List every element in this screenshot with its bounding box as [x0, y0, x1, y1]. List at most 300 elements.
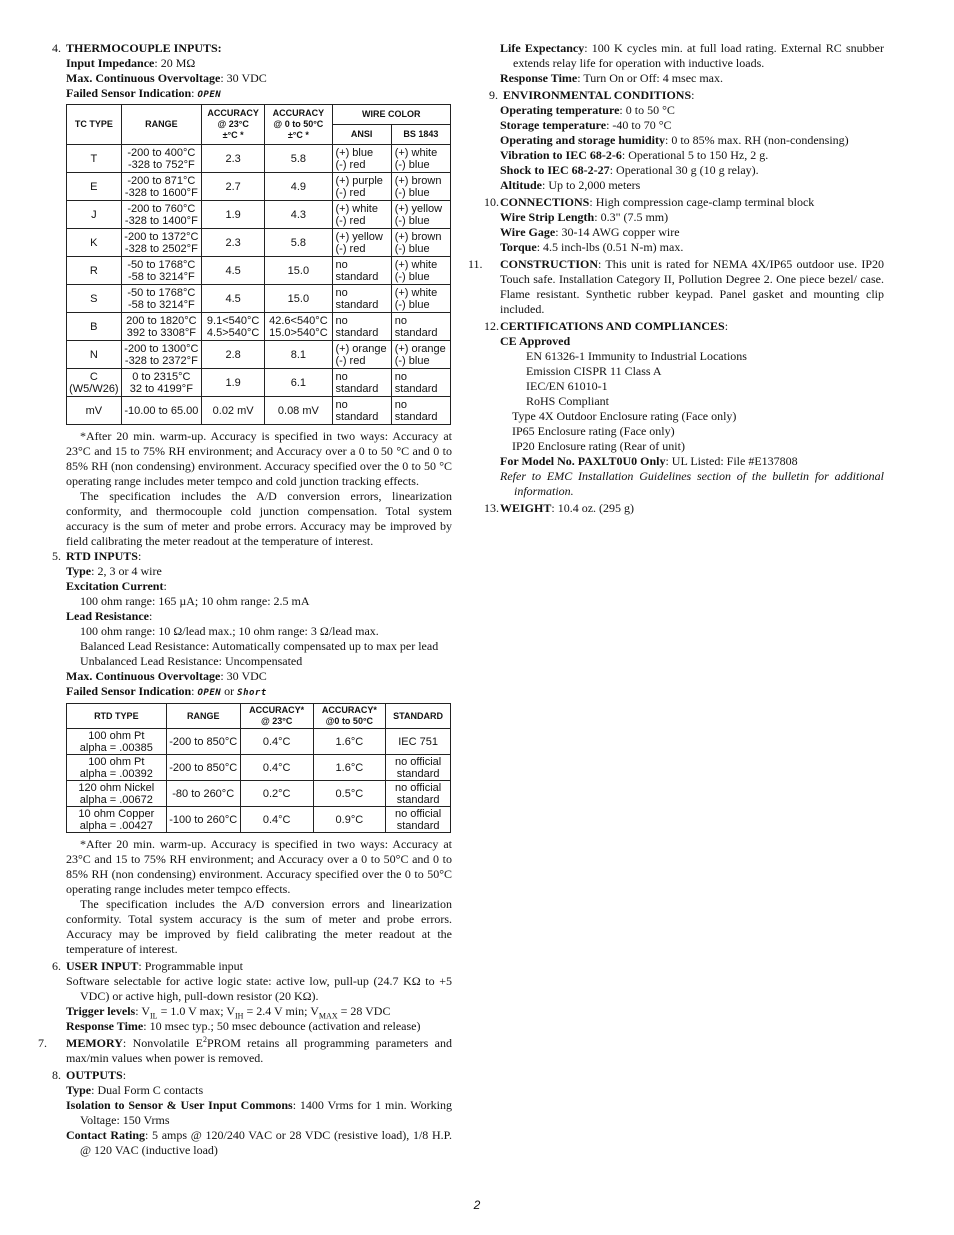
- cell-text: -200 to 871°C: [127, 174, 196, 187]
- cell-text: standard: [396, 819, 440, 832]
- outputs-continued: [486, 41, 884, 86]
- table-cell: [240, 781, 313, 807]
- list-item: RoHS Compliant: [526, 394, 610, 408]
- table-cell: [265, 173, 332, 201]
- cell-text: -200 to 1372°C: [124, 230, 199, 243]
- spec-label: Input Impedance: [66, 56, 155, 70]
- cell-text: (+) purple: [335, 174, 383, 187]
- thermocouple-table: [66, 104, 451, 425]
- cell-text: alpha = .00392: [79, 767, 153, 780]
- col-header: WIRE COLOR: [332, 105, 451, 125]
- table-row: [67, 313, 451, 341]
- spec-value: PROM retains all programming parameters and max/min values when power is removed.: [66, 1036, 452, 1065]
- table-cell: [386, 729, 451, 755]
- table-cell: [265, 369, 332, 397]
- cell-text: (-) blue: [394, 158, 430, 171]
- table-cell: [332, 397, 391, 425]
- header-line: @ 23°C: [260, 716, 293, 726]
- cell-text: 9.1<540°C: [206, 314, 260, 327]
- cell-text: B: [90, 320, 98, 333]
- spec-value: : -40 to 70 °C: [606, 118, 672, 132]
- accuracy-note: *After 20 min. warm-up. Accuracy is specified in two ways: Accuracy at 23°C and 15 to 75% RH environment; and Accuracy over a 0 to 50 °C and 0 to 85% RH (non condensing) environment. Accuracy specified over the 0 to 50 °C operating range includes meter tempco and cold junction tracking effects.: [66, 429, 452, 488]
- cell-text: -200 to 850°C: [169, 761, 238, 774]
- col-header: RANGE: [166, 704, 240, 729]
- spec-value: : 0.3" (7.5 mm): [594, 210, 669, 224]
- cell-text: -100 to 260°C: [169, 813, 238, 826]
- spec-label: Storage temperature: [500, 118, 607, 132]
- cell-text: -58 to 3214°F: [127, 298, 195, 311]
- spec-label: Type: [66, 564, 92, 578]
- table-cell: [265, 145, 332, 173]
- cell-text: -58 to 3214°F: [127, 270, 195, 283]
- section-outputs: 8. OUTPUTS: Type: Dual Form C contacts Isolation to Sensor & User Input Commons: 1400 Vrms for 1 min. Working Voltage: 150 Vrms Contact Rating: 5 amps @ 120/240 VAC or 28 VDC (resistive load), 1/8 H.P. @ 120 VAC (inductive load): [52, 1068, 452, 1157]
- section-weight: [486, 501, 884, 516]
- spec-value: : Up to 2,000 meters: [542, 178, 641, 192]
- spec-value: : V: [135, 1004, 150, 1018]
- cell-text: 200 to 1820°C: [126, 314, 197, 327]
- table-cell: [67, 313, 122, 341]
- cell-text: 0.4°C: [262, 761, 291, 774]
- rtd-table: [66, 703, 451, 833]
- list-item: Type 4X Outdoor Enclosure rating (Face only): [512, 409, 737, 423]
- cell-text: (+) blue: [335, 146, 374, 159]
- table-cell: [332, 173, 391, 201]
- spec-value: : UL Listed: File #E137808: [665, 454, 798, 468]
- section-number: 12.: [484, 319, 499, 333]
- cell-text: 15.0>540°C: [269, 326, 328, 339]
- table-cell: [332, 369, 391, 397]
- cell-text: standard: [335, 382, 379, 395]
- table-row: [67, 285, 451, 313]
- table-cell: [67, 285, 122, 313]
- cell-text: 2.7: [225, 180, 241, 193]
- subscript: IH: [235, 1011, 244, 1021]
- cell-text: R: [89, 264, 98, 277]
- table-cell: [121, 229, 201, 257]
- table-cell: [121, 145, 201, 173]
- table-row: [67, 201, 451, 229]
- cell-text: -328 to 1600°F: [124, 186, 198, 199]
- spec-label: Life Expectancy: [500, 41, 585, 55]
- section-title: CONNECTIONS: [500, 195, 590, 209]
- cell-text: (+) yellow: [394, 202, 443, 215]
- spec-label: CE Approved: [500, 334, 571, 348]
- cell-text: (-) blue: [394, 270, 430, 283]
- section-number: 10.: [484, 195, 499, 209]
- table-cell: [166, 729, 240, 755]
- spec-value: 100 ohm range: 165 µA; 10 ohm range: 2.5 mA: [80, 594, 310, 608]
- section-number: 13.: [484, 501, 499, 515]
- left-column: [38, 41, 452, 1158]
- spec-label: Shock to IEC 68-2-27: [500, 163, 610, 177]
- cell-text: alpha = .00385: [79, 741, 153, 754]
- cell-text: -50 to 1768°C: [127, 258, 196, 271]
- table-cell: [67, 729, 167, 755]
- table-row: [67, 229, 451, 257]
- table-cell: [67, 229, 122, 257]
- spec-value: : 2, 3 or 4 wire: [91, 564, 162, 578]
- cell-text: 42.6<540°C: [269, 314, 328, 327]
- table-cell: [332, 341, 391, 369]
- cell-text: 32 to 4199°F: [129, 382, 193, 395]
- spec-value: : Programmable input: [138, 959, 244, 973]
- section-number: 6.: [52, 959, 61, 973]
- table-cell: [166, 781, 240, 807]
- table-cell: [67, 201, 122, 229]
- table-row: [67, 729, 451, 755]
- cell-text: mV: [85, 404, 103, 417]
- header-line: ±°C *: [222, 130, 244, 140]
- table-cell: [67, 807, 167, 833]
- table-cell: [67, 173, 122, 201]
- spec-value: : 30 VDC: [220, 669, 267, 683]
- cell-text: alpha = .00672: [79, 793, 153, 806]
- cell-text: 0.4°C: [262, 813, 291, 826]
- cell-text: no: [394, 398, 407, 411]
- spec-value: : 5 amps @ 120/240 VAC or 28 VDC (resistive load), 1/8 H.P. @ 120 VAC (inductive load): [80, 1128, 452, 1157]
- table-row: [67, 755, 451, 781]
- header-line: @ 23°C: [217, 119, 249, 129]
- col-header: TC TYPE: [67, 105, 122, 145]
- cell-text: 0.2°C: [262, 787, 291, 800]
- cell-text: no: [335, 370, 348, 383]
- table-cell: [313, 781, 386, 807]
- header-line: ±°C *: [287, 130, 309, 140]
- cell-text: -328 to 1400°F: [124, 214, 198, 227]
- col-header: RTD TYPE: [67, 704, 167, 729]
- table-cell: [391, 397, 450, 425]
- lcd-open-indicator: OPEN: [197, 90, 222, 100]
- table-cell: [166, 755, 240, 781]
- table-cell: [332, 285, 391, 313]
- cell-text: no: [335, 258, 348, 271]
- table-cell: [265, 257, 332, 285]
- specification-note: The specification includes the A/D conversion errors and linearization conformity. Total system accuracy is the sum of meter and probe errors. Accuracy may be improved by field calibrating the meter readout at the temperature of interest.: [66, 897, 452, 956]
- cell-text: (+) white: [394, 146, 438, 159]
- list-item: EN 61326-1 Immunity to Industrial Locations: [526, 349, 747, 363]
- table-cell: [121, 397, 201, 425]
- spec-value: 100 ohm range: 10 Ω/lead max.; 10 ohm range: 3 Ω/lead max.: [80, 624, 379, 638]
- spec-value: : 0 to 50 °C: [619, 103, 675, 117]
- spec-label: Failed Sensor Indication: [66, 684, 192, 698]
- cell-text: alpha = .00427: [79, 819, 153, 832]
- cell-text: 120 ohm Nickel: [78, 781, 155, 794]
- section-environmental-conditions: 9. ENVIRONMENTAL CONDITIONS: Operating temperature: 0 to 50 °C Storage temperature: -40 to 70 °C Operating and storage humidity: 0 to 85% max. RH (non-condensing) Vibration to IEC 68-2-6: Operational 5 to 150 Hz, 2 g. Shock to IEC 68-2-27: Operational 30 g (10 g relay). Altitude: Up to 2,000 meters: [489, 88, 849, 192]
- table-cell: [391, 257, 450, 285]
- table-cell: [313, 755, 386, 781]
- cell-text: 0 to 2315°C: [132, 370, 191, 383]
- cell-text: (-) blue: [394, 214, 430, 227]
- table-row: [67, 369, 451, 397]
- cell-text: 0.9°C: [335, 813, 364, 826]
- table-cell: [265, 341, 332, 369]
- section-title: THERMOCOUPLE INPUTS:: [66, 41, 222, 55]
- section-certifications: 12.CERTIFICATIONS AND COMPLIANCES: CE Approved EN 61326-1 Immunity to Industrial Locations Emission CISPR 11 Class A IEC/EN 61010-1 RoHS Compliant Type 4X Outdoor Enclosure rating (Face only) IP65 Enclosure rating (Face only) IP20 Enclosure rating (Rear of unit) For Model No. PAXLT0U0 Only: UL Listed: File #E137808 Refer to EMC Installation Guidelines section of the bulletin for additional information.: [484, 319, 884, 498]
- table-cell: [386, 807, 451, 833]
- header-line: ACCURACY: [272, 108, 325, 118]
- table-row: [67, 257, 451, 285]
- spec-label: Max. Continuous Overvoltage: [66, 71, 221, 85]
- spec-label: Trigger levels: [66, 1004, 136, 1018]
- cell-text: no official: [394, 807, 442, 820]
- col-header: [313, 704, 386, 729]
- section-number: 11.: [468, 257, 483, 271]
- table-cell: [202, 341, 265, 369]
- cell-text: -80 to 260°C: [172, 787, 235, 800]
- spec-label: Operating temperature: [500, 103, 620, 117]
- spec-value: : 10 msec typ.; 50 msec debounce (activation and release): [143, 1019, 421, 1033]
- col-header: [202, 105, 265, 145]
- cell-text: (-) red: [335, 354, 366, 367]
- cell-text: no official: [394, 781, 442, 794]
- cell-text: 4.9: [290, 180, 307, 193]
- cell-text: standard: [396, 793, 440, 806]
- section-connections: [486, 195, 884, 255]
- cell-text: 10 ohm Copper: [78, 807, 155, 820]
- cell-text: -50 to 1768°C: [127, 286, 196, 299]
- spec-value: : Nonvolatile E: [122, 1036, 203, 1050]
- col-header: BS 1843: [391, 125, 450, 145]
- table-cell: [121, 173, 201, 201]
- cell-text: 4.5: [225, 264, 241, 277]
- cell-text: (+) brown: [394, 230, 442, 243]
- table-row: [67, 341, 451, 369]
- section-title: ENVIRONMENTAL CONDITIONS: [503, 88, 692, 102]
- spec-value: : High compression cage-clamp terminal block: [589, 195, 815, 209]
- spec-value: Software selectable for active logic state: active low, pull-up (24.7 KΩ to +5 VDC) or active high, pull-down resistor (20 KΩ).: [66, 974, 452, 1003]
- spec-value: = 28 VDC: [337, 1004, 391, 1018]
- col-header: RANGE: [121, 105, 201, 145]
- table-cell: [240, 807, 313, 833]
- cell-text: (-) blue: [394, 354, 430, 367]
- table-cell: [391, 285, 450, 313]
- cell-text: no: [394, 314, 407, 327]
- cell-text: no official: [394, 755, 442, 768]
- lcd-short-indicator: Short: [237, 688, 267, 698]
- cell-text: 0.02 mV: [212, 404, 254, 417]
- table-cell: [202, 285, 265, 313]
- table-cell: [332, 145, 391, 173]
- table-cell: [202, 201, 265, 229]
- spec-label: Torque: [500, 240, 537, 254]
- spec-value: : 30-14 AWG copper wire: [555, 225, 680, 239]
- subscript: MAX: [318, 1011, 338, 1021]
- cell-text: T: [90, 152, 98, 165]
- cell-text: no: [335, 286, 348, 299]
- list-item: Emission CISPR 11 Class A: [526, 364, 662, 378]
- table-cell: [67, 257, 122, 285]
- section-thermocouple-inputs: [52, 41, 452, 549]
- table-cell: [202, 313, 265, 341]
- col-header: STANDARD: [386, 704, 451, 729]
- cell-text: 100 ohm Pt: [88, 755, 145, 768]
- spec-value: : 10.4 oz. (295 g): [551, 501, 635, 515]
- header-line: @0 to 50°C: [325, 716, 374, 726]
- cell-text: -200 to 400°C: [127, 146, 196, 159]
- section-number: 8.: [52, 1068, 61, 1082]
- header-line: ACCURACY*: [321, 705, 377, 715]
- section-title: MEMORY: [66, 1036, 123, 1050]
- list-item: IP65 Enclosure rating (Face only): [512, 424, 675, 438]
- table-cell: [121, 369, 201, 397]
- subscript: IL: [150, 1011, 158, 1021]
- section-number: 7.: [38, 1036, 47, 1050]
- cell-text: (-) red: [335, 214, 366, 227]
- section-title: CONSTRUCTION: [500, 257, 599, 271]
- section-title: USER INPUT: [66, 959, 139, 973]
- cell-text: -200 to 850°C: [169, 735, 238, 748]
- cell-text: (+) orange: [394, 342, 446, 355]
- table-cell: [202, 145, 265, 173]
- spec-label: Contact Rating: [66, 1128, 146, 1142]
- right-column: [468, 41, 884, 516]
- spec-label: For Model No. PAXLT0U0 Only: [500, 454, 666, 468]
- cell-text: (+) yellow: [335, 230, 383, 243]
- reference-note: Refer to EMC Installation Guidelines section of the bulletin for additional information.: [500, 469, 884, 498]
- spec-value: : This unit is rated for NEMA 4X/IP65 outdoor use. IP20 Touch safe. Installation Category II, Pollution Degree 2. One piece bezel/ case. Flame resistant. Synthetic rubber keypad. Panel gasket and mounting clip included.: [500, 257, 884, 316]
- cell-text: standard: [335, 410, 379, 423]
- accuracy-note: *After 20 min. warm-up. Accuracy is specified in two ways: Accuracy at 23°C and 15 to 75% RH environment; and Accuracy over a 0 to 50°C and 0 to 85% RH (non condensing) environment. Accuracy specified over the 0 to 50°C operating range includes meter tempco effects.: [66, 837, 452, 896]
- table-cell: [313, 807, 386, 833]
- table-cell: [332, 229, 391, 257]
- cell-text: -328 to 752°F: [127, 158, 195, 171]
- cell-text: S: [90, 292, 98, 305]
- spec-label: Wire Gage: [500, 225, 556, 239]
- table-row: [67, 781, 451, 807]
- spec-value: : Turn On or Off: 4 msec max.: [577, 71, 724, 85]
- spec-label: Vibration to IEC 68-2-6: [500, 148, 622, 162]
- spec-value: = 1.0 V max; V: [157, 1004, 236, 1018]
- header-line: ACCURACY*: [249, 705, 305, 715]
- cell-text: 2.8: [225, 348, 241, 361]
- table-cell: [265, 313, 332, 341]
- table-cell: [240, 729, 313, 755]
- section-memory: [38, 1035, 452, 1066]
- col-header: [265, 105, 332, 145]
- table-cell: [166, 807, 240, 833]
- spec-value: : 30 VDC: [220, 71, 267, 85]
- table-cell: [391, 173, 450, 201]
- section-construction: [468, 257, 884, 317]
- cell-text: standard: [394, 382, 438, 395]
- table-cell: [202, 229, 265, 257]
- section-number: 5.: [52, 549, 61, 563]
- table-cell: [332, 257, 391, 285]
- cell-text: -200 to 1300°C: [124, 342, 199, 355]
- cell-text: 1.9: [225, 208, 241, 221]
- cell-text: standard: [335, 326, 379, 339]
- spec-value: Balanced Lead Resistance: Automatically compensated up to max per lead: [80, 639, 439, 653]
- cell-text: -10.00 to 65.00: [124, 404, 199, 417]
- cell-text: standard: [335, 270, 379, 283]
- cell-text: 15.0: [287, 264, 310, 277]
- cell-text: 2.3: [225, 236, 241, 249]
- spec-value: Unbalanced Lead Resistance: Uncompensated: [80, 654, 303, 668]
- cell-text: 0.08 mV: [277, 404, 319, 417]
- list-item: IP20 Enclosure rating (Rear of unit): [512, 439, 685, 453]
- spec-value: : 100 K cycles min. at full load rating. External RC snubber extends relay life for operation with inductive loads.: [513, 41, 884, 70]
- cell-text: -328 to 2372°F: [124, 354, 198, 367]
- cell-text: 0.4°C: [262, 735, 291, 748]
- spec-value: : 20 MΩ: [154, 56, 196, 70]
- cell-text: (+) white: [394, 258, 438, 271]
- cell-text: no: [335, 398, 348, 411]
- table-cell: [313, 729, 386, 755]
- cell-text: (+) orange: [335, 342, 387, 355]
- cell-text: 1.6°C: [335, 761, 364, 774]
- cell-text: IEC 751: [398, 735, 438, 748]
- cell-text: -200 to 760°C: [127, 202, 196, 215]
- spec-label: Excitation Current: [66, 579, 164, 593]
- cell-text: (-) blue: [394, 186, 430, 199]
- spec-value: : Operational 30 g (10 g relay).: [609, 163, 759, 177]
- cell-text: standard: [396, 767, 440, 780]
- table-cell: [332, 201, 391, 229]
- col-header: ANSI: [332, 125, 391, 145]
- table-cell: [386, 781, 451, 807]
- table-cell: [265, 285, 332, 313]
- cell-text: (+) brown: [394, 174, 442, 187]
- spec-label: Failed Sensor Indication: [66, 86, 192, 100]
- table-cell: [391, 145, 450, 173]
- table-cell: [332, 313, 391, 341]
- table-cell: [202, 173, 265, 201]
- cell-text: 100 ohm Pt: [88, 729, 145, 742]
- spec-label: Response Time: [500, 71, 578, 85]
- table-cell: [121, 313, 201, 341]
- spec-label: Altitude: [500, 178, 542, 192]
- table-cell: [391, 369, 450, 397]
- spec-value: = 2.4 V min; V: [243, 1004, 319, 1018]
- cell-text: 4.3: [290, 208, 307, 221]
- cell-text: -328 to 2502°F: [124, 242, 198, 255]
- cell-text: N: [89, 348, 98, 361]
- table-cell: [265, 229, 332, 257]
- spec-label: Max. Continuous Overvoltage: [66, 669, 221, 683]
- spec-value: : 1400 Vrms for 1 min. Working Voltage: 150 Vrms: [80, 1098, 452, 1127]
- cell-text: E: [90, 180, 98, 193]
- section-title: RTD INPUTS: [66, 549, 138, 563]
- section-title: CERTIFICATIONS AND COMPLIANCES: [500, 319, 725, 333]
- cell-text: (-) red: [335, 186, 366, 199]
- cell-text: 6.1: [290, 376, 307, 389]
- cell-text: (+) white: [394, 286, 438, 299]
- table-cell: [67, 341, 122, 369]
- table-cell: [240, 755, 313, 781]
- cell-text: 1.9: [225, 376, 241, 389]
- cell-text: no: [394, 370, 407, 383]
- specification-note: The specification includes the A/D conversion errors, linearization conformity, and thermocouple cold junction compensation. Total system accuracy is the sum of meter and probe errors. Accuracy may be improved by field calibrating the meter readout at the temperature of interest.: [66, 489, 452, 548]
- table-cell: [265, 397, 332, 425]
- spec-label: Wire Strip Length: [500, 210, 595, 224]
- cell-text: 4.5: [225, 292, 241, 305]
- cell-text: no: [335, 314, 348, 327]
- table-cell: [391, 201, 450, 229]
- table-cell: [202, 257, 265, 285]
- table-row: [67, 807, 451, 833]
- table-cell: [67, 369, 122, 397]
- separator: or: [221, 684, 238, 698]
- cell-text: C: [89, 370, 98, 383]
- spec-value: : Operational 5 to 150 Hz, 2 g.: [621, 148, 769, 162]
- page-number: 2: [473, 1198, 481, 1212]
- table-cell: [386, 755, 451, 781]
- table-cell: [67, 397, 122, 425]
- table-cell: [121, 285, 201, 313]
- table-row: [67, 145, 451, 173]
- section-title: OUTPUTS: [66, 1068, 123, 1082]
- cell-text: 5.8: [290, 152, 307, 165]
